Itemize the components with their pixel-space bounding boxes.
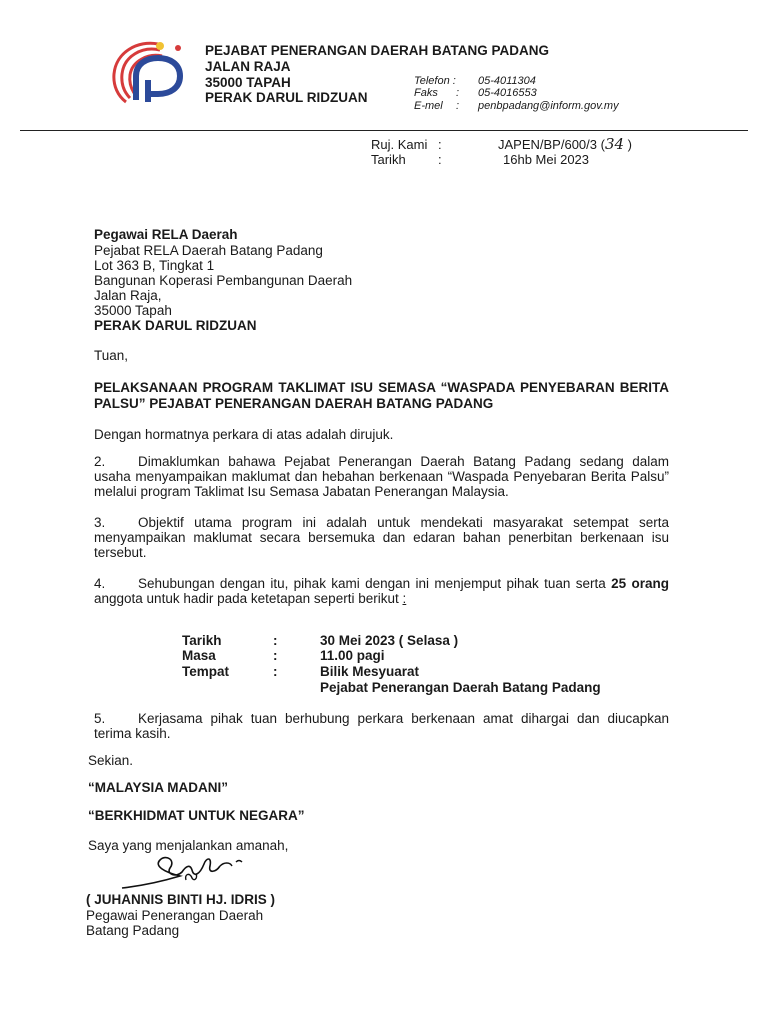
salutation: Tuan, — [94, 348, 129, 363]
paragraph-4: 4. Sehubungan dengan itu, pihak kami dengan ini menjemput pihak tuan serta 25 orang anggota untuk hadir pada ketetapan seperti berikut : — [94, 576, 669, 606]
detail-value-tempat-line2: Pejabat Penerangan Daerah Batang Padang — [320, 680, 601, 695]
recipient-state: PERAK DARUL RIDZUAN — [94, 318, 257, 333]
ruj-label: Ruj. Kami — [371, 137, 428, 152]
org-state: PERAK DARUL RIDZUAN — [205, 90, 368, 105]
signatory-name: ( JUHANNIS BINTI HJ. IDRIS ) — [86, 892, 276, 907]
paragraph-number: 5. — [94, 711, 106, 726]
emel-label: E-mel — [414, 100, 443, 112]
paragraph-number: 3. — [94, 515, 106, 530]
recipient-line: Jalan Raja, — [94, 288, 162, 303]
ruj-handwritten-number: 34 — [604, 135, 625, 153]
attendee-count: 25 orang — [611, 576, 669, 591]
paragraph-2: 2. Dimaklumkan bahawa Pejabat Penerangan Daerah Batang Padang sedang dalam usaha menyampaikan maklumat dan hebahan berkenaan “Waspada Penyebaran Berita Palsu” melalui program Taklimat Isu Semasa Jabatan Penerangan Malaysia. — [94, 454, 669, 499]
recipient-title: Pegawai RELA Daerah — [94, 227, 238, 242]
detail-value-tarikh: 30 Mei 2023 ( Selasa ) — [320, 633, 459, 648]
telefon-value: 05-4011304 — [478, 75, 536, 87]
paragraph-number: 4. — [94, 576, 106, 591]
paragraph-number: 2. — [94, 454, 106, 469]
paragraph-5: 5. Kerjasama pihak tuan berhubung perkara berkenaan amat dihargai dan diucapkan terima kasih. — [94, 711, 669, 741]
tarikh-colon: : — [438, 152, 442, 167]
org-street: JALAN RAJA — [205, 59, 291, 74]
faks-label: Faks — [414, 87, 438, 99]
motto-berkhidmat: “BERKHIDMAT UNTUK NEGARA” — [88, 808, 305, 823]
detail-label-tempat: Tempat — [182, 664, 230, 679]
faks-colon: : — [456, 87, 460, 99]
ruj-value: JAPEN/BP/600/3 (34 ) — [498, 135, 633, 153]
jabatan-penerangan-logo — [108, 36, 196, 110]
org-postcode: 35000 TAPAH — [205, 75, 291, 90]
emel-value: penbpadang@inform.gov.my — [478, 100, 619, 112]
signatory-position: Pegawai Penerangan Daerah — [86, 908, 264, 923]
ruj-colon: : — [438, 137, 442, 152]
detail-value-masa: 11.00 pagi — [320, 648, 385, 663]
tarikh-label: Tarikh — [371, 152, 406, 167]
telefon-label: Telefon : — [414, 75, 456, 87]
emel-colon: : — [456, 100, 460, 112]
detail-label-masa: Masa — [182, 648, 216, 663]
tarikh-value: 16hb Mei 2023 — [503, 152, 590, 167]
recipient-line: Pejabat RELA Daerah Batang Padang — [94, 243, 323, 258]
detail-colon: : — [273, 664, 278, 679]
letter-subject: PELAKSANAAN PROGRAM TAKLIMAT ISU SEMASA “WASPADA PENYEBARAN BERITA PALSU” PEJABAT PENERANGAN DAERAH BATANG PADANG — [94, 380, 669, 411]
detail-colon: : — [273, 648, 278, 663]
signatory-district: Batang Padang — [86, 923, 180, 938]
detail-value-tempat: Bilik Mesyuarat — [320, 664, 420, 679]
recipient-line: Bangunan Koperasi Pembangunan Daerah — [94, 273, 353, 288]
recipient-line: 35000 Tapah — [94, 303, 172, 318]
sekian: Sekian. — [88, 753, 134, 768]
faks-value: 05-4016553 — [478, 87, 537, 99]
recipient-line: Lot 363 B, Tingkat 1 — [94, 258, 215, 273]
opening-line: Dengan hormatnya perkara di atas adalah dirujuk. — [94, 427, 394, 442]
paragraph-3: 3. Objektif utama program ini adalah untuk mendekati masyarakat setempat serta menyampaikan maklumat secara bersemuka dan edaran bahan penerbitan berkenaan isu tersebut. — [94, 515, 669, 560]
motto-malaysia-madani: “MALAYSIA MADANI” — [88, 780, 229, 795]
amanah-line: Saya yang menjalankan amanah, — [88, 838, 289, 853]
org-name: PEJABAT PENERANGAN DAERAH BATANG PADANG — [205, 43, 550, 58]
detail-colon: : — [273, 633, 278, 648]
header-divider — [20, 130, 748, 131]
detail-label-tarikh: Tarikh — [182, 633, 222, 648]
